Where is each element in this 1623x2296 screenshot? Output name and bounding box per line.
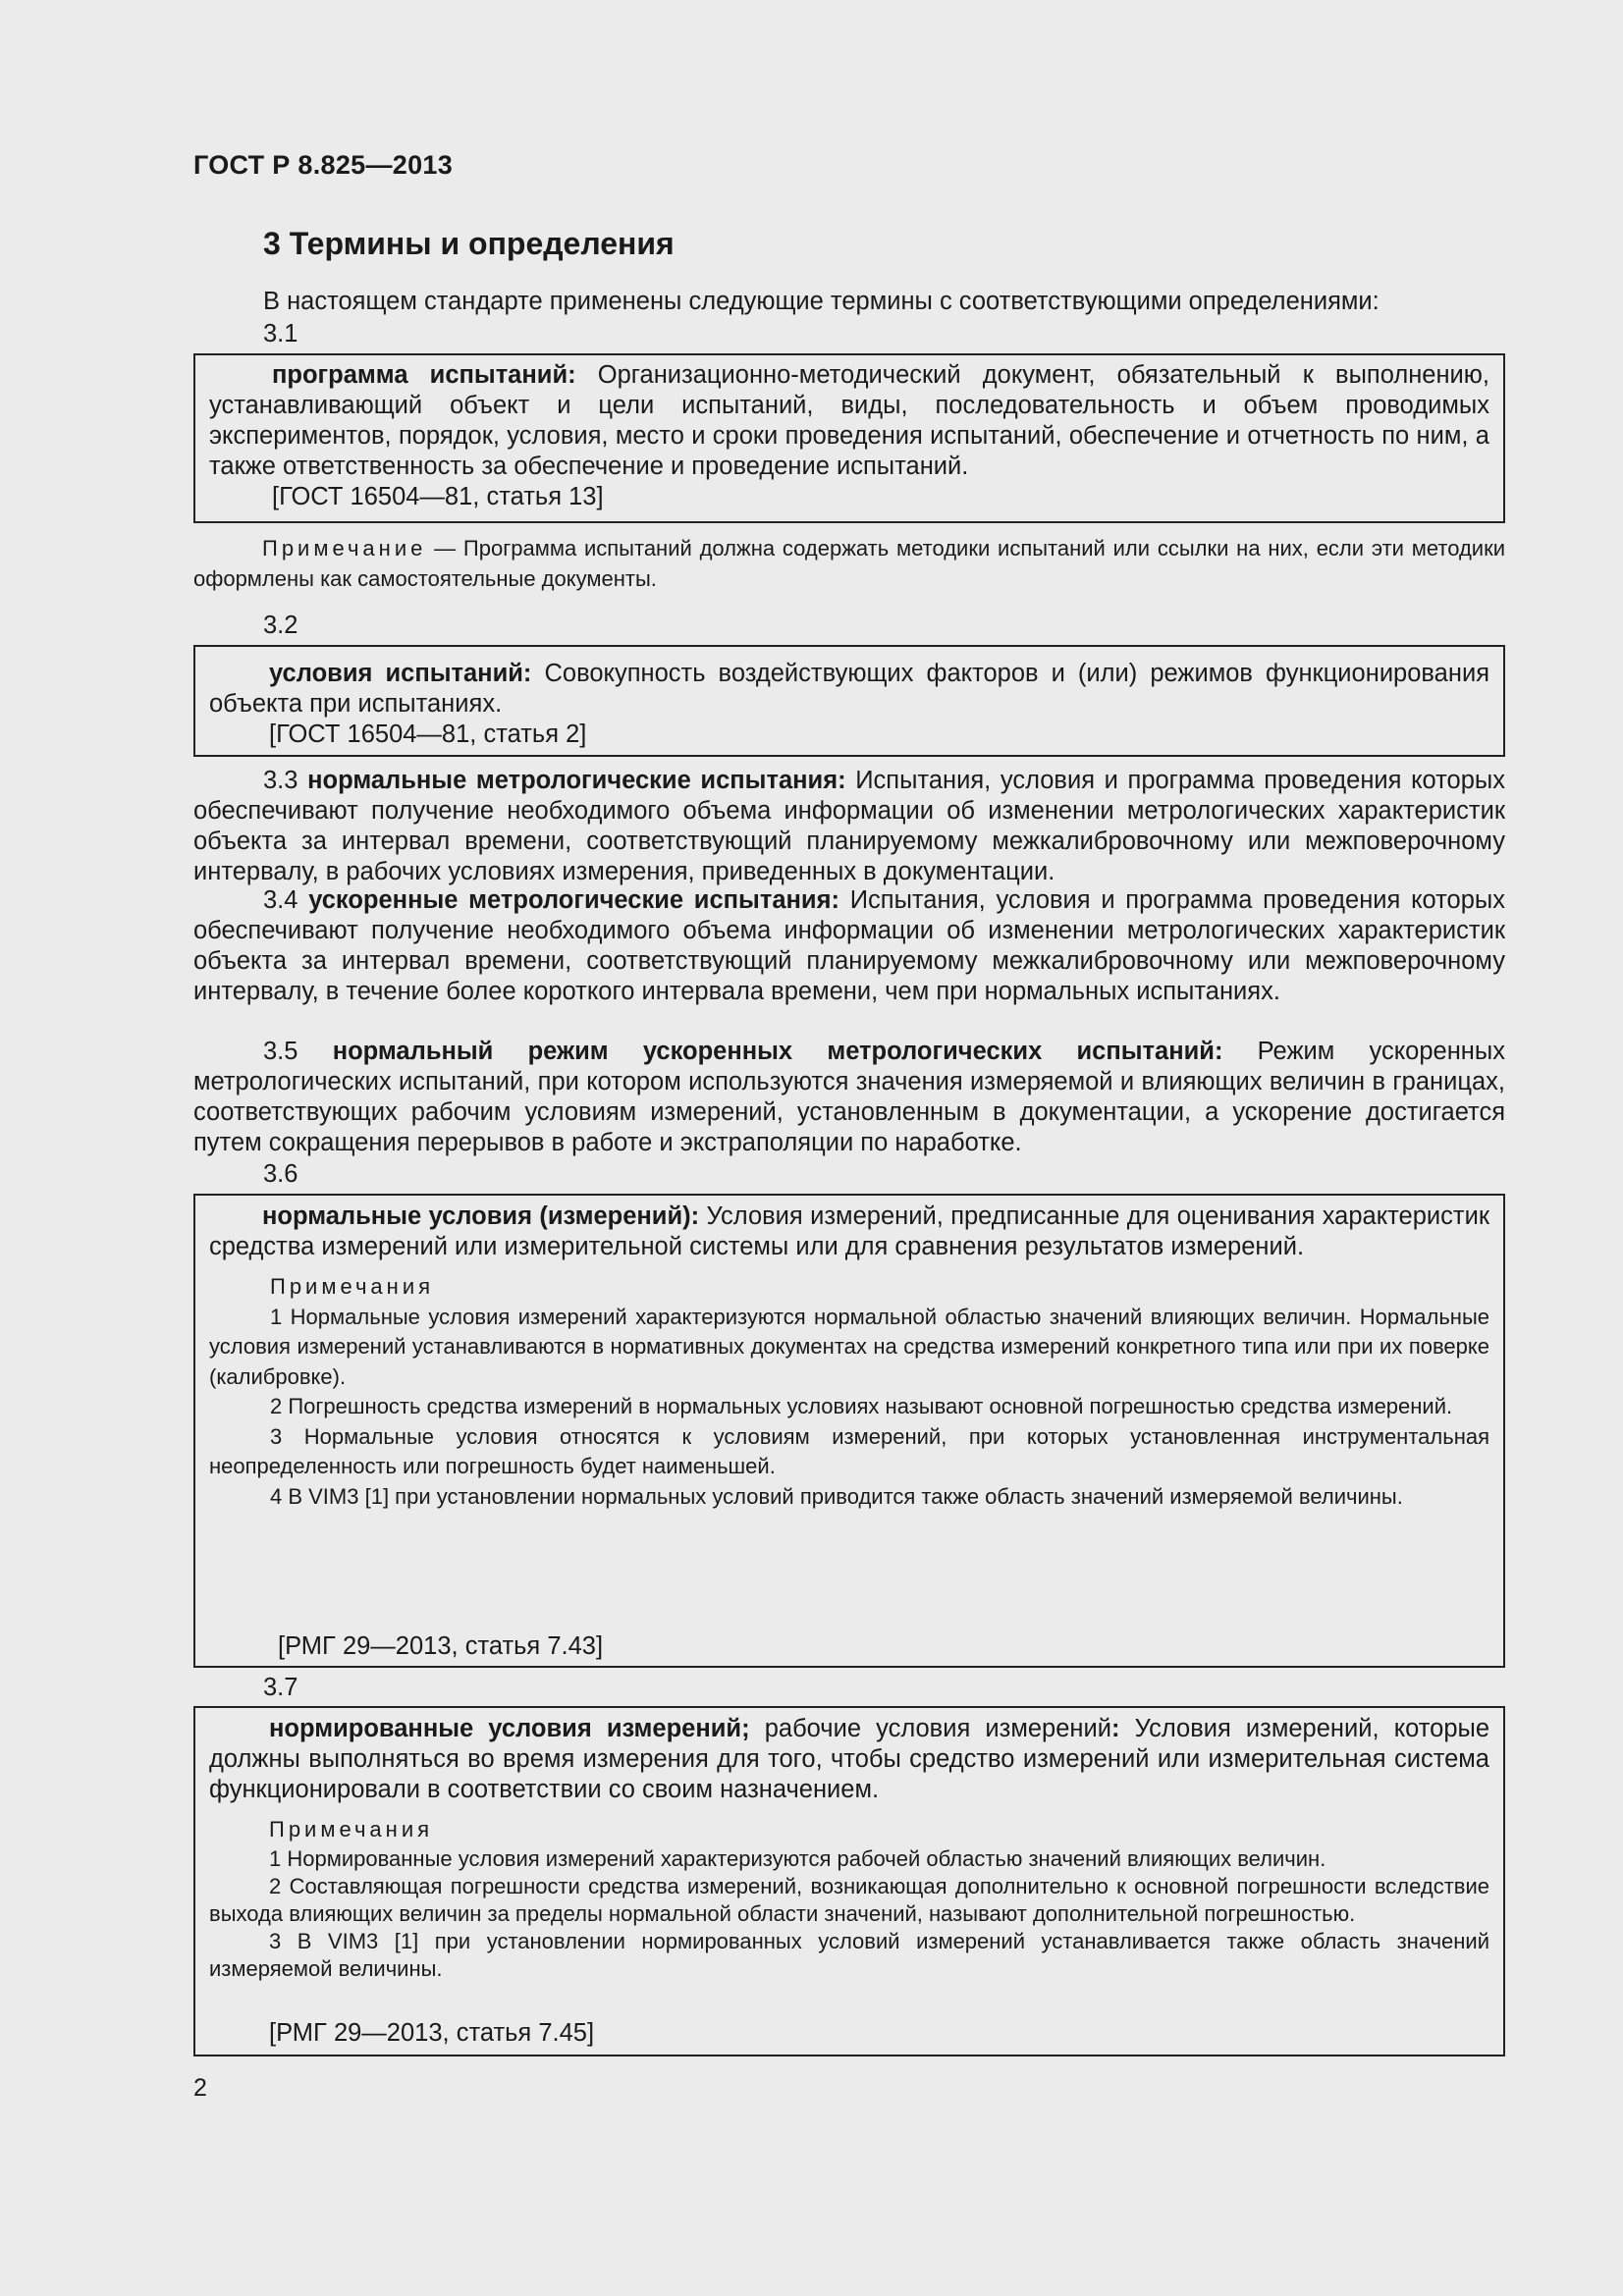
note-item: 3 Нормальные условия относятся к условиям измерений, при которых установленная инструментальная неопределенность или погрешность будет наименьшей. — [209, 1423, 1489, 1478]
definition-text: Условия измерений, которые должны выполняться во время измерения для того, чтобы средство измерений или измерительная система функционировали в соответствии со своим назначением. — [209, 1715, 1490, 1803]
note-label: Примечание — [262, 536, 427, 561]
term-source-3-2: [ГОСТ 16504—81, статья 2] — [269, 721, 587, 748]
term-number-3-1: 3.1 — [263, 320, 298, 347]
term-definition-3-7 — [209, 1714, 1489, 1805]
notes-label-3-7: Примечания — [269, 1817, 434, 1842]
note-item: 4 В VIM3 [1] при установлении нормальных условий приводится также область значений измеряемой величины. — [270, 1483, 1403, 1509]
definition-text: Условия измерений, предписанные для оценивания характеристик средства измерений или измерительной системы или для сравнения результатов измерений. — [209, 1202, 1489, 1260]
term-box-3-7 — [193, 1706, 1505, 2056]
term-name: условия испытаний: — [269, 660, 532, 687]
note-item: 1 Нормированные условия измерений характеризуются рабочей областью значений влияющих величин. — [269, 1845, 1326, 1871]
term-3-5 — [193, 1037, 1505, 1158]
term-number-3-6: 3.6 — [263, 1160, 298, 1188]
term-3-3 — [193, 766, 1505, 887]
definition-text: Испытания, условия и программа проведения которых обеспечивают получение необходимого объема информации об изменении метрологических характеристик объекта за интервал времени, соответствующий планируемому межкалибровочному или межповерочному интервалу, в течение более короткого интервала времени, чем при нормальных испытаниях. — [193, 886, 1505, 1005]
term-synonym: рабочие условия измерений — [749, 1715, 1111, 1742]
term-source-3-6: [РМГ 29—2013, статья 7.43] — [278, 1632, 604, 1660]
term-colon: : — [1110, 1715, 1120, 1742]
note-item: 3 В VIM3 [1] при установлении нормированных условий измерений устанавливается также область значений измеряемой величины. — [209, 1928, 1489, 1981]
term-definition-3-2 — [209, 659, 1489, 720]
note-item: 2 Погрешность средства измерений в нормальных условиях называют основной погрешностью средства измерений. — [270, 1394, 1453, 1418]
term-name: ускоренные метрологические испытания: — [308, 886, 839, 914]
definition-text: Испытания, условия и программа проведения которых обеспечивают получение необходимого объема информации об изменении метрологических характеристик объекта за интервал времени, соответствующий планируемому межкалибровочному или межповерочному интервалу, в рабочих условиях измерения, приведенных в документации. — [193, 767, 1505, 885]
term-name: нормальные условия (измерений): — [262, 1202, 700, 1230]
term-name: нормированные условия измерений; — [269, 1715, 750, 1742]
term-box-3-1 — [193, 353, 1505, 523]
notes-label-3-6: Примечания — [270, 1274, 435, 1299]
term-name: нормальный режим ускоренных метрологических испытаний: — [332, 1038, 1223, 1065]
term-name: нормальные метрологические испытания: — [307, 767, 846, 794]
definition-text: Режим ускоренных метрологических испытаний, при котором используются значения измеряемой и влияющих величин в границах, соответствующих рабочим условиям измерений, установленным в документации, а ускорение достигается путем сокращения перерывов в работе и экстраполяции по наработке. — [193, 1038, 1505, 1156]
note-text: — Программа испытаний должна содержать методики испытаний или ссылки на них, если эти методики оформлены как самостоятельные документы. — [193, 536, 1505, 591]
term-number-3-2: 3.2 — [263, 612, 298, 639]
note-item: 1 Нормальные условия измерений характеризуются нормальной областью значений влияющих величин. Нормальные условия измерений устанавливаются в нормативных документах на средства измерений конкретного типа или при их поверке (калибровке). — [209, 1304, 1489, 1389]
term-name: программа испытаний: — [272, 361, 576, 389]
term-number: 3.5 — [263, 1038, 298, 1065]
definition-text: Совокупность воздействующих факторов и (или) режимов функционирования объекта при испытаниях. — [209, 660, 1489, 718]
term-3-4 — [193, 885, 1505, 1007]
definition-text: Организационно-методический документ, обязательный к выполнению, устанавливающий объект и цели испытаний, виды, последовательность и объем проводимых экспериментов, порядок, условия, место и сроки проведения испытаний, обеспечение и отчетность по ним, а также ответственность за обеспечение и проведение испытаний. — [209, 361, 1490, 480]
term-box-3-6 — [193, 1194, 1505, 1668]
term-source-3-1: [ГОСТ 16504—81, статья 13] — [272, 483, 604, 510]
document-header: ГОСТ Р 8.825—2013 — [193, 150, 454, 180]
note-3-1 — [193, 534, 1505, 594]
term-number: 3.3 — [263, 767, 298, 794]
page-number: 2 — [193, 2074, 207, 2102]
intro-text: В настоящем стандарте применены следующие термины с соответствующими определениями: — [263, 288, 1380, 315]
term-definition-3-6 — [209, 1201, 1489, 1262]
note-item: 2 Составляющая погрешности средства измерений, возникающая дополнительно к основной погрешности вследствие выхода влияющих величин за пределы нормальной области значений, называют дополнительной погрешностью. — [209, 1873, 1489, 1926]
term-box-3-2 — [193, 645, 1505, 757]
term-number: 3.4 — [263, 886, 298, 914]
term-definition-3-1 — [209, 360, 1489, 482]
term-source-3-7: [РМГ 29—2013, статья 7.45] — [269, 2019, 595, 2047]
term-number-3-7: 3.7 — [263, 1674, 298, 1701]
section-title: 3 Термины и определения — [263, 226, 675, 261]
